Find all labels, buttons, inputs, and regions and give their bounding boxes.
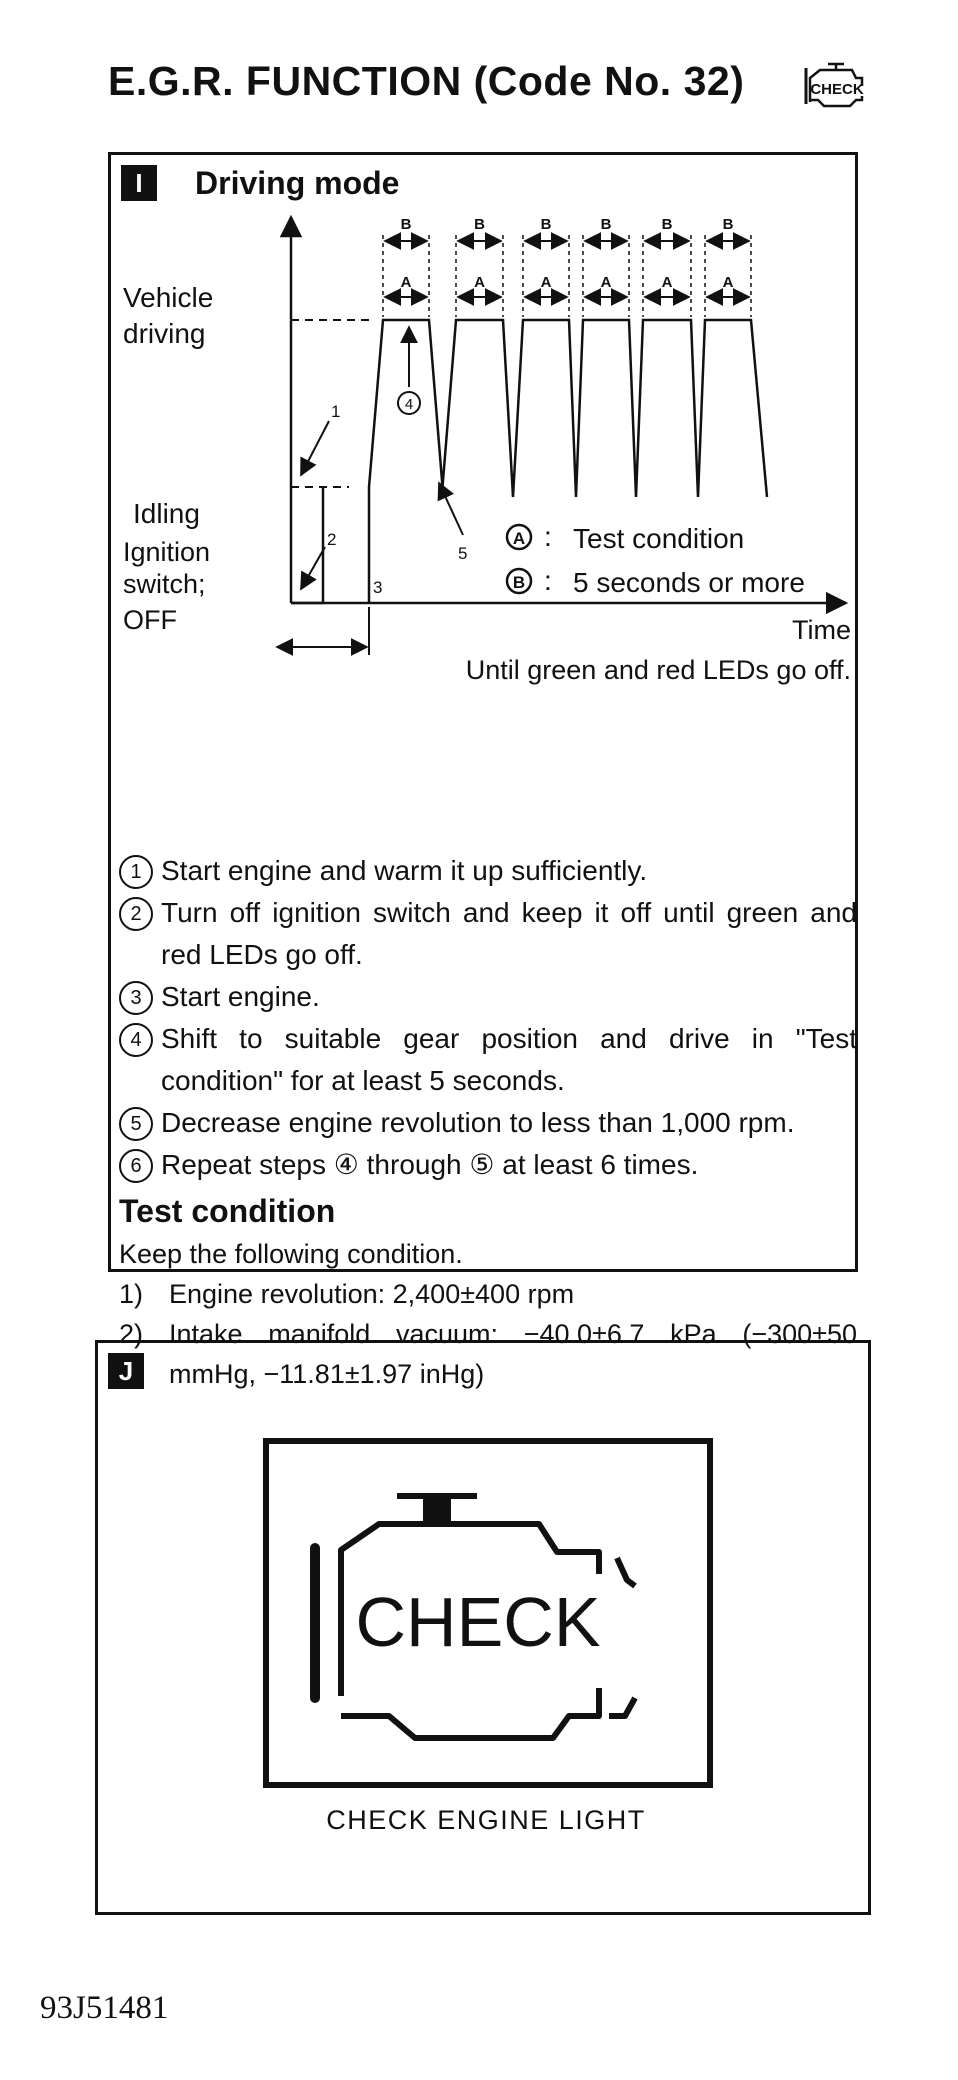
check-engine-light-icon bbox=[263, 1438, 713, 1788]
section-badge-i: I bbox=[121, 165, 157, 201]
step-6 bbox=[119, 1144, 857, 1186]
check-engine-icon bbox=[800, 60, 870, 110]
step-6-text: Repeat steps ④ through ⑤ at least 6 times. bbox=[161, 1149, 699, 1180]
step-3-number: 3 bbox=[119, 981, 153, 1015]
callout-2: 2 bbox=[327, 530, 337, 549]
y-label-vehicle-driving-2: driving bbox=[123, 318, 206, 349]
cycle-4-label-a: A bbox=[600, 274, 612, 291]
step-1-number: 1 bbox=[119, 855, 153, 889]
test-condition-item-2-text: Intake manifold vacuum: −40.0±6.7 kPa (−300±50 mmHg, −11.81±1.97 inHg) bbox=[169, 1319, 857, 1389]
interval-note: Until green and red LEDs go off. bbox=[465, 655, 851, 685]
step-5-text: Decrease engine revolution to less than 1,000 rpm. bbox=[161, 1107, 795, 1138]
check-engine-icon-text: CHECK bbox=[810, 81, 864, 98]
procedure-steps bbox=[119, 850, 857, 1394]
callout-1: 1 bbox=[331, 402, 341, 421]
step-4 bbox=[119, 1018, 857, 1102]
page-title: E.G.R. FUNCTION (Code No. 32) bbox=[108, 58, 745, 104]
step-1-text: Start engine and warm it up sufficiently. bbox=[161, 855, 648, 886]
test-condition-item-1-text: Engine revolution: 2,400±400 rpm bbox=[169, 1279, 575, 1309]
x-axis-label-time: Time bbox=[792, 615, 851, 645]
document-id: 93J51481 bbox=[40, 1990, 169, 2026]
y-label-ignition-2: switch; bbox=[123, 569, 206, 599]
callout-2-arrow bbox=[301, 547, 325, 589]
cycle-3-label-a: A bbox=[540, 274, 552, 291]
y-label-ignition-1: Ignition bbox=[123, 537, 211, 567]
step-1 bbox=[119, 850, 857, 892]
test-condition-item-2-index: 2) bbox=[119, 1319, 144, 1349]
driving-mode-diagram bbox=[111, 155, 855, 695]
driving-mode-panel bbox=[108, 152, 858, 1389]
step-5-number: 5 bbox=[119, 1107, 153, 1141]
step-3-text: Start engine. bbox=[161, 981, 320, 1012]
speed-trace bbox=[369, 320, 767, 603]
cycle-6-label-a: A bbox=[722, 274, 734, 291]
cycle-2-label-a: A bbox=[474, 274, 485, 291]
legend-b-symbol: B bbox=[512, 573, 526, 592]
step-3 bbox=[119, 976, 857, 1018]
legend-b-text: 5 seconds or more bbox=[573, 567, 805, 598]
y-label-vehicle-driving-1: Vehicle bbox=[123, 282, 214, 313]
section-badge-j: J bbox=[108, 1353, 144, 1389]
y-label-ignition-3: OFF bbox=[123, 605, 177, 635]
step-5 bbox=[119, 1102, 857, 1144]
cycle-annotations bbox=[383, 216, 751, 317]
step-2 bbox=[119, 892, 857, 976]
check-engine-light-caption: CHECK ENGINE LIGHT bbox=[326, 1805, 646, 1835]
callout-4: 4 bbox=[404, 396, 414, 413]
legend-a-symbol: A bbox=[512, 529, 526, 548]
callout-5: 5 bbox=[458, 544, 468, 563]
callout-5-arrow bbox=[439, 483, 463, 535]
cycle-4-label-b: B bbox=[600, 216, 612, 233]
test-condition-item-1-index: 1) bbox=[119, 1279, 144, 1309]
legend-a-text: Test condition bbox=[573, 523, 745, 554]
section-title-driving-mode: Driving mode bbox=[195, 165, 400, 201]
cycle-5-label-b: B bbox=[661, 216, 673, 233]
cycle-1-label-a: A bbox=[400, 274, 412, 291]
check-engine-light-text: CHECK bbox=[355, 1583, 601, 1661]
step-2-number: 2 bbox=[119, 897, 153, 931]
step-6-number: 6 bbox=[119, 1149, 153, 1183]
cycle-5-label-a: A bbox=[661, 274, 673, 291]
cycle-2-label-b: B bbox=[474, 216, 485, 233]
step-4-text: Shift to suitable gear position and drive in "Test condition" for at least 5 seconds. bbox=[161, 1023, 857, 1096]
cycle-6-label-b: B bbox=[722, 216, 734, 233]
test-condition-title: Test condition bbox=[119, 1193, 336, 1229]
test-condition-intro: Keep the following condition. bbox=[119, 1239, 463, 1269]
step-2-text: Turn off ignition switch and keep it off until green and red LEDs go off. bbox=[161, 897, 857, 970]
cycle-1-label-b: B bbox=[400, 216, 412, 233]
cycle-3-label-b: B bbox=[540, 216, 552, 233]
legend-a-sep: : bbox=[544, 521, 552, 552]
callout-1-arrow bbox=[301, 421, 329, 475]
y-label-idling: Idling bbox=[133, 498, 200, 529]
step-4-number: 4 bbox=[119, 1023, 153, 1057]
ignition-idle-trace bbox=[291, 487, 323, 603]
legend-b-sep: : bbox=[544, 565, 552, 596]
callout-3: 3 bbox=[373, 578, 383, 597]
check-engine-light-panel bbox=[95, 1340, 871, 1915]
test-condition-item-1 bbox=[119, 1274, 857, 1314]
